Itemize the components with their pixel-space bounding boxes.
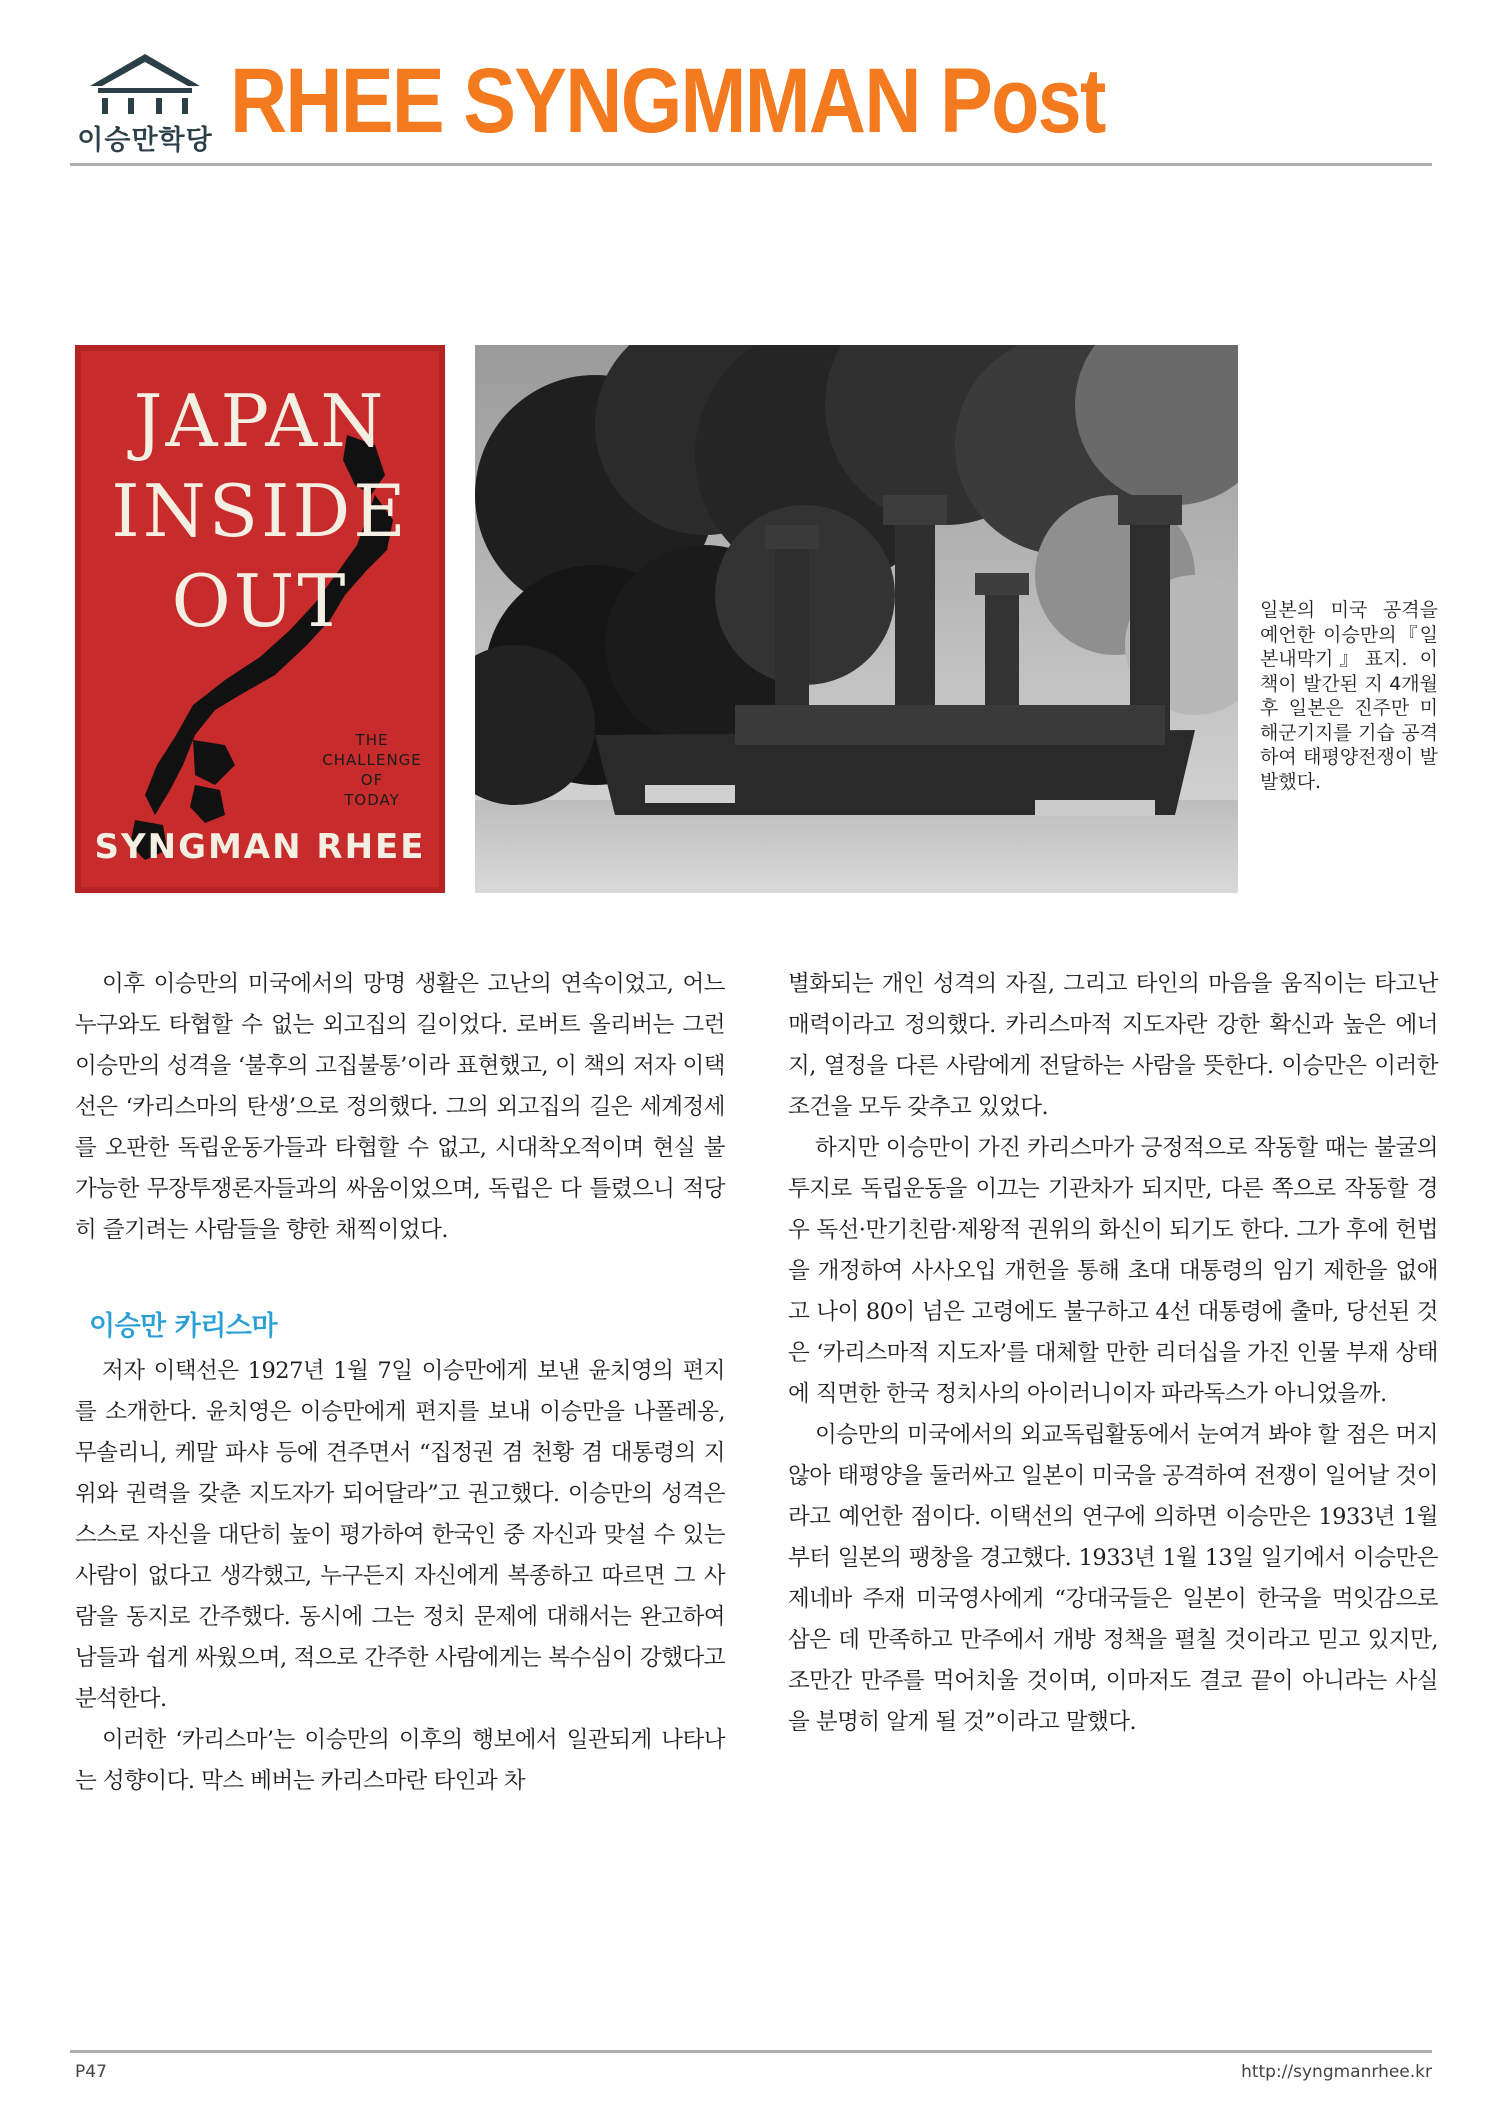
page-number: P47 [75, 2062, 107, 2082]
logo-text: 이승만학당 [77, 125, 213, 156]
article-paragraph: 이러한 ‘카리스마’는 이승만의 이후의 행보에서 일관되게 나타나는 성향이다. 막스 베버는 카리스마란 타인과 차 [75, 1727, 725, 1794]
pearl-harbor-photo [475, 345, 1238, 893]
header-divider [70, 163, 1432, 166]
book-subtitle-line: TODAY [344, 791, 400, 809]
article-paragraph: 이후 이승만의 미국에서의 망명 생활은 고난의 연속이었고, 어느 누구와도 타협할 수 없는 외고집의 길이었다. 로버트 올리버는 그런 이승만의 성격을 ‘불후의 고집불통’이라 표현했고, 이 책의 저자 이택선은 ‘카리스마의 탄생’으로 정의했다. 그의 외고집의 길은 세계정세를 오판한 독립운동가들과 타협할 수 없고, 시대착오적이며 현실 불가능한 무장투쟁론자들과의 싸움이었으며, 독립은 다 틀렸으니 적당히 즐기려는 사람들을 향한 채찍이었다. [75, 971, 725, 1243]
article-left-column [75, 964, 725, 1802]
footer-divider [70, 2050, 1432, 2053]
book-subtitle [307, 730, 437, 810]
article-paragraph-continued: 별화되는 개인 성격의 자질, 그리고 타인의 마음을 움직이는 타고난 매력이라고 정의했다. 카리스마적 지도자란 강한 확신과 높은 에너지, 열정을 다른 사람에게 전달하는 사람을 뜻한다. 이승만은 이러한 조건을 모두 갖추고 있었다. [788, 971, 1438, 1120]
photo-caption: 일본의 미국 공격을 예언한 이승만의『일본내막기』표지. 이 책이 발간된 지 4개월 후 일본은 진주만 미 해군기지를 기습 공격하여 태평양전쟁이 발발했다. [1260, 599, 1438, 793]
book-title-line-3: OUT [171, 559, 349, 643]
book-cover-image [75, 345, 445, 893]
article-paragraph: 저자 이택선은 1927년 1월 7일 이승만에게 보낸 윤치영의 편지를 소개한다. 윤치영은 이승만에게 편지를 보내 이승만을 나폴레옹, 무솔리니, 케말 파샤 등에 견주면서 “집정권 겸 천황 겸 대통령의 지위와 권력을 갖춘 지도자가 되어달라”고 권고했다. 이승만의 성격은 스스로 자신을 대단히 높이 평가하여 한국인 중 자신과 맞설 수 있는 사람이 없다고 생각했고, 누구든지 자신에게 복종하고 따르면 그 사람을 동지로 간주했다. 동시에 그는 정치 문제에 대해서는 완고하여 남들과 쉽게 싸웠으며, 적으로 간주한 사람에게는 복수심이 강했다고 분석한다. [75, 1358, 725, 1712]
masthead-title: RHEE SYNGMMAN Post [230, 50, 1105, 152]
article-right-column [788, 964, 1438, 1743]
battleship-smoke-illustration [475, 345, 1238, 893]
house-icon [70, 50, 220, 120]
book-subtitle-line: THE [355, 731, 389, 749]
book-author: SYNGMAN RHEE [94, 827, 426, 867]
site-url-link[interactable]: http://syngmanrhee.kr [1241, 2062, 1432, 2082]
book-title-line-2: INSIDE [111, 469, 409, 553]
book-subtitle-line: OF [360, 771, 384, 789]
article-paragraph: 하지만 이승만이 가진 카리스마가 긍정적으로 작동할 때는 불굴의 투지로 독립운동을 이끄는 기관차가 되지만, 다른 쪽으로 작동할 경우 독선·만기친람·제왕적 권위의 화신이 되기도 한다. 그가 후에 헌법을 개정하여 사사오입 개헌을 통해 초대 대통령의 임기 제한을 없애고 나이 80이 넘은 고령에도 불구하고 4선 대통령에 출마, 당선된 것은 ‘카리스마적 지도자’를 대체할 만한 리더십을 가진 인물 부재 상태에 직면한 한국 정치사의 아이러니이자 파라독스가 아니었을까. [788, 1135, 1438, 1407]
book-subtitle-line: CHALLENGE [322, 751, 422, 769]
article-paragraph: 이승만의 미국에서의 외교독립활동에서 눈여겨 봐야 할 점은 머지않아 태평양을 둘러싸고 일본이 미국을 공격하여 전쟁이 일어날 것이라고 예언한 점이다. 이택선의 연구에 의하면 이승만은 1933년 1월부터 일본의 팽창을 경고했다. 1933년 1월 13일 일기에서 이승만은 제네바 주재 미국영사에게 “강대국들은 일본이 한국을 먹잇감으로 삼은 데 만족하고 만주에서 개방 정책을 펼칠 것이라고 믿고 있지만, 조만간 만주를 먹어치울 것이며, 이마저도 결코 끝이 아니라는 사실을 분명히 알게 될 것”이라고 말했다. [788, 1422, 1438, 1735]
masthead-logo [70, 50, 220, 156]
book-title-line-1: JAPAN [133, 379, 387, 463]
section-heading: 이승만 카리스마 [89, 1311, 277, 1342]
